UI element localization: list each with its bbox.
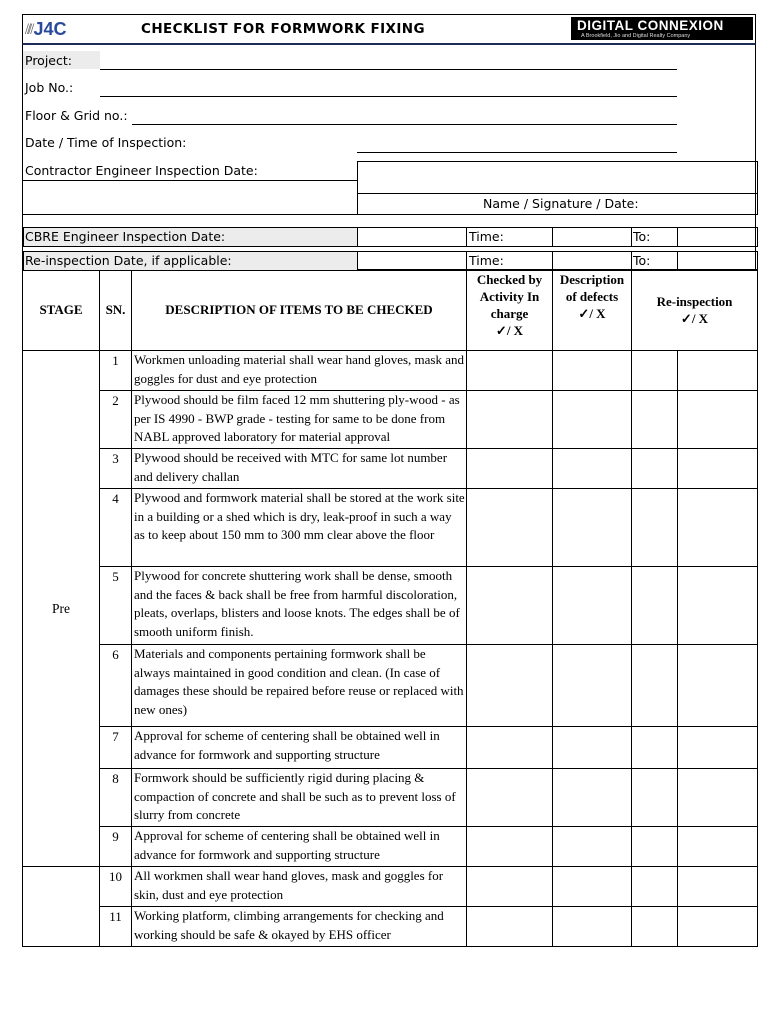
floor-grid-label: Floor & Grid no.: <box>25 108 128 123</box>
row-sn: 7 <box>100 727 132 769</box>
stage-cell-next <box>23 867 100 947</box>
row-sn: 3 <box>100 449 132 489</box>
table-row <box>23 867 758 907</box>
row-sn: 11 <box>100 907 132 947</box>
checked-header-line1: Checked by <box>476 272 543 287</box>
j4c-logo <box>23 15 83 43</box>
cbre-to-label: To: <box>633 229 651 244</box>
reinspection-cell-a[interactable] <box>632 449 678 489</box>
reinspection-cell-a[interactable] <box>632 351 678 391</box>
checked-header-line3: charge <box>490 306 529 321</box>
table-row <box>23 727 758 769</box>
project-field[interactable] <box>100 69 677 70</box>
row-description: All workmen shall wear hand gloves, mask and goggles for skin, dust and eye protection <box>132 867 467 907</box>
row-sn: 1 <box>100 351 132 391</box>
reinspection-header <box>632 270 758 351</box>
table-header-row <box>23 270 758 351</box>
stage-cell-pre: Pre <box>23 351 100 867</box>
reinspection-time-field[interactable] <box>552 251 632 271</box>
checked-cell[interactable] <box>467 391 553 449</box>
digital-connexion-logo-text: DIGITAL CONNEXION <box>577 18 724 33</box>
cbre-to-field[interactable] <box>677 227 758 247</box>
reinspection-cell-a[interactable] <box>632 645 678 727</box>
reinspection-cell-a[interactable] <box>632 727 678 769</box>
cbre-time-field[interactable] <box>552 227 632 247</box>
row-description: Plywood should be received with MTC for same lot number and delivery challan <box>132 449 467 489</box>
row-description: Plywood for concrete shuttering work shall be dense, smooth and the faces & back shall be free from harmful discoloration, pleats, overlaps, blisters and loose knots. The edges shall be of smooth uniform finish. <box>132 567 467 645</box>
checked-cell[interactable] <box>467 769 553 827</box>
reinspection-cell-a[interactable] <box>632 769 678 827</box>
defects-header <box>553 270 632 351</box>
checked-cell[interactable] <box>467 351 553 391</box>
checked-cell[interactable] <box>467 567 553 645</box>
checked-cell[interactable] <box>467 489 553 567</box>
checked-cell[interactable] <box>467 449 553 489</box>
reinspection-cell-a[interactable] <box>632 867 678 907</box>
cbre-date-field[interactable] <box>357 227 467 247</box>
row-description: Working platform, climbing arrangements for checking and working should be safe & okayed by EHS officer <box>132 907 467 947</box>
digital-connexion-tagline: A Brookfield, Jio and Digital Realty Company <box>581 33 691 39</box>
reinspection-cell-b[interactable] <box>678 351 758 391</box>
reinspection-cell-b[interactable] <box>678 391 758 449</box>
stage-header: STAGE <box>23 270 100 351</box>
checked-cell[interactable] <box>467 727 553 769</box>
row-sn: 8 <box>100 769 132 827</box>
divider <box>23 214 758 215</box>
cbre-time-label: Time: <box>469 229 504 244</box>
reinspection-cell-a[interactable] <box>632 827 678 867</box>
reinspection-cell-b[interactable] <box>678 567 758 645</box>
reinspection-cell-b[interactable] <box>678 489 758 567</box>
inspection-info <box>22 45 756 269</box>
defects-cell[interactable] <box>553 449 632 489</box>
job-label: Job No.: <box>25 80 74 95</box>
defects-cell[interactable] <box>553 645 632 727</box>
checked-header-mark: ✓/ X <box>495 323 524 338</box>
checked-cell[interactable] <box>467 827 553 867</box>
checked-cell[interactable] <box>467 907 553 947</box>
date-time-label: Date / Time of Inspection: <box>25 135 187 150</box>
floor-grid-field[interactable] <box>132 124 677 125</box>
reinspection-cell-b[interactable] <box>678 449 758 489</box>
reinspection-header-mark: ✓/ X <box>680 311 709 326</box>
reinspection-cell-a[interactable] <box>632 907 678 947</box>
table-row <box>23 351 758 391</box>
row-sn: 10 <box>100 867 132 907</box>
table-row <box>23 827 758 867</box>
row-sn: 9 <box>100 827 132 867</box>
defects-cell[interactable] <box>553 391 632 449</box>
checklist-table <box>22 269 758 947</box>
checked-by-header <box>467 270 553 351</box>
description-header: DESCRIPTION OF ITEMS TO BE CHECKED <box>132 270 467 351</box>
page-title: CHECKLIST FOR FORMWORK FIXING <box>141 21 425 37</box>
defects-cell[interactable] <box>553 827 632 867</box>
defects-cell[interactable] <box>553 769 632 827</box>
table-row <box>23 489 758 567</box>
contractor-date-label: Contractor Engineer Inspection Date: <box>25 163 258 178</box>
defects-header-line1: Description <box>559 272 625 287</box>
defects-cell[interactable] <box>553 567 632 645</box>
row-description: Approval for scheme of centering shall be obtained well in advance for formwork and supporting structure <box>132 827 467 867</box>
row-description: Materials and components pertaining formwork shall be always maintained in good condition and clean. (In case of damages these should be repaired before reuse or replaced with new ones) <box>132 645 467 727</box>
defects-header-mark: ✓/ X <box>578 306 606 321</box>
checklist-page <box>22 14 756 947</box>
checked-cell[interactable] <box>467 867 553 907</box>
reinspection-cell-a[interactable] <box>632 567 678 645</box>
table-row <box>23 769 758 827</box>
j4c-logo-text: J4C <box>33 18 67 39</box>
row-sn: 5 <box>100 567 132 645</box>
row-sn: 2 <box>100 391 132 449</box>
reinspection-time-label: Time: <box>469 253 504 268</box>
reinspection-cell-b[interactable] <box>678 827 758 867</box>
digital-connexion-logo <box>563 15 755 43</box>
signature-label: Name / Signature / Date: <box>483 196 639 211</box>
row-description: Plywood and formwork material shall be stored at the work site in a building or a shed which is dry, leak-proof in such a way as to keep about 150 mm to 300 mm clear above the floor <box>132 489 467 567</box>
defects-cell[interactable] <box>553 351 632 391</box>
reinspection-cell-a[interactable] <box>632 489 678 567</box>
sn-header: SN. <box>100 270 132 351</box>
job-field[interactable] <box>100 96 677 97</box>
reinspection-header-title: Re-inspection <box>656 294 733 309</box>
date-time-field[interactable] <box>357 152 677 153</box>
reinspection-cell-b[interactable] <box>678 867 758 907</box>
defects-cell[interactable] <box>553 727 632 769</box>
reinspection-cell-a[interactable] <box>632 391 678 449</box>
table-row <box>23 645 758 727</box>
table-row <box>23 567 758 645</box>
defects-cell[interactable] <box>553 489 632 567</box>
row-description: Workmen unloading material shall wear hand gloves, mask and goggles for dust and eye protection <box>132 351 467 391</box>
checked-header-line2: Activity In <box>479 289 540 304</box>
row-sn: 4 <box>100 489 132 567</box>
table-row <box>23 449 758 489</box>
table-row <box>23 907 758 947</box>
defects-cell[interactable] <box>553 867 632 907</box>
row-description: Plywood should be film faced 12 mm shuttering ply-wood - as per IS 4990 - BWP grade - testing for same to be done from NABL approved laboratory for material approval <box>132 391 467 449</box>
defects-cell[interactable] <box>553 907 632 947</box>
reinspection-to-label: To: <box>633 253 651 268</box>
cbre-label: CBRE Engineer Inspection Date: <box>25 229 226 244</box>
row-sn: 6 <box>100 645 132 727</box>
defects-header-line2: of defects <box>565 289 619 304</box>
contractor-underline <box>23 180 357 181</box>
reinspection-cell-b[interactable] <box>678 907 758 947</box>
project-label: Project: <box>25 53 72 68</box>
contractor-signature-field[interactable] <box>357 161 758 194</box>
reinspection-cell-b[interactable] <box>678 769 758 827</box>
row-description: Formwork should be sufficiently rigid during placing & compaction of concrete and shall be such as to prevent loss of slurry from concrete <box>132 769 467 827</box>
reinspection-to-field[interactable] <box>677 251 758 271</box>
reinspection-cell-b[interactable] <box>678 645 758 727</box>
header <box>22 14 756 45</box>
reinspection-cell-b[interactable] <box>678 727 758 769</box>
reinspection-date-field[interactable] <box>357 251 467 271</box>
logo-bars-icon: ⫽⫽ <box>25 20 32 37</box>
checked-cell[interactable] <box>467 645 553 727</box>
table-row <box>23 391 758 449</box>
row-description: Approval for scheme of centering shall be obtained well in advance for formwork and supporting structure <box>132 727 467 769</box>
reinspection-label: Re-inspection Date, if applicable: <box>25 253 232 268</box>
